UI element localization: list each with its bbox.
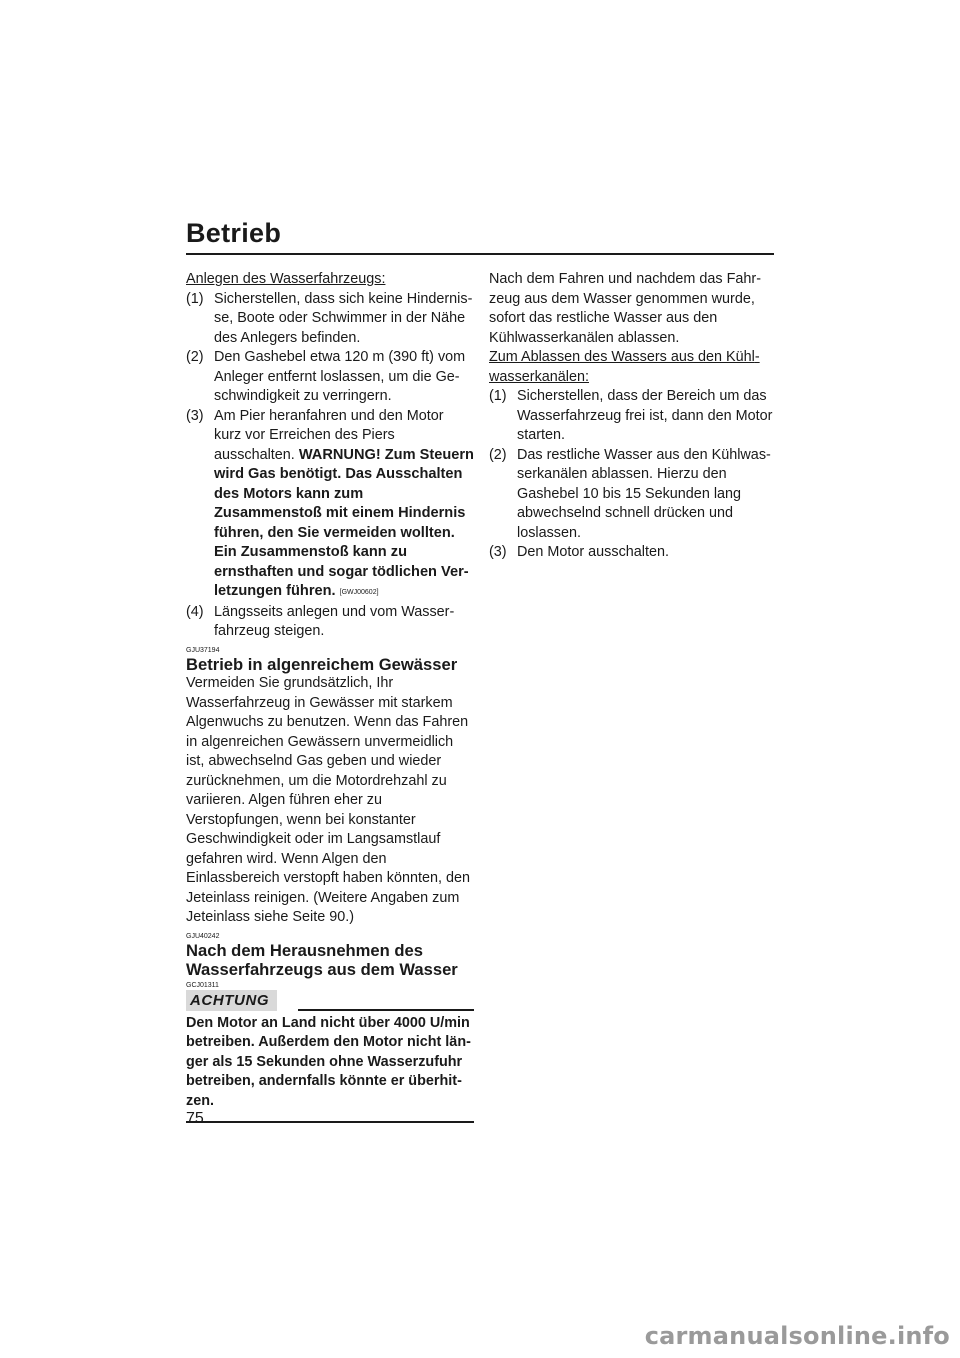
caution-header	[186, 990, 474, 1012]
title-rule	[186, 253, 774, 255]
left-column	[186, 270, 474, 1123]
step-text: Sicherstellen, dass der Bereich um das Wasserfahrzeug frei ist, dann den Motor starten.	[517, 388, 773, 443]
page-number: 75	[186, 1110, 204, 1127]
list-item	[489, 543, 777, 563]
step-number: (4)	[186, 603, 204, 620]
warning-text: WARNUNG! Zum Steuern wird Gas benötigt. Das Ausschalten des Motors kann zum Zusammenstoß mit einem Hindernis führen, den Sie vermeiden wollten. Ein Zusammenstoß kann zu ernsthaften und sogar tödlichen Verletzungen führen.	[214, 446, 474, 599]
section-heading-after-removal: Nach dem Herausnehmen des Wasserfahrzeugs aus dem Wasser	[186, 940, 458, 979]
step-text: Am Pier heranfahren und den Motor kurz vor Erreichen des Piers ausschalten.	[214, 407, 444, 463]
caution-text: Den Motor an Land nicht über 4000 U/min betreiben. Außerdem den Motor nicht länger als 15 Sekunden ohne Wasserzufuhr betreiben, andernfalls könnte er überhitzen.	[186, 1014, 474, 1124]
section-code: GJU40242	[186, 932, 220, 940]
watermark: carmanualsonline.info	[644, 1322, 950, 1350]
step-text: Das restliche Wasser aus den Kühlwasserkanälen ablassen. Hierzu den Gashebel 10 bis 15 Sekunden lang abwechselnd schnell drücken und loslassen.	[517, 446, 771, 541]
caution-code: GCJ01311	[186, 981, 219, 989]
step-text: Sicherstellen, dass sich keine Hindernisse, Boote oder Schwimmer in der Nähe des Anlegers befinden.	[214, 290, 473, 346]
section-heading-algae: Betrieb in algenreichem Gewässer	[186, 654, 458, 674]
step-number: (3)	[186, 407, 204, 424]
subheading-drain: Zum Ablassen des Wassers aus den Kühlwasserkanälen:	[489, 349, 760, 385]
step-number: (3)	[489, 544, 507, 560]
step-number: (2)	[186, 349, 204, 365]
caution-label: ACHTUNG	[186, 990, 277, 1011]
right-column	[489, 270, 777, 563]
page-title: Betrieb	[186, 218, 282, 248]
step-text: Den Gashebel etwa 120 m (390 ft) vom Anleger entfernt loslassen, um die Geschwindigkeit zu verringern.	[214, 349, 466, 404]
intro-text: Nach dem Fahren und nachdem das Fahrzeug aus dem Wasser genommen wurde, sofort das restliche Wasser aus den Kühlwasserkanälen ablassen.	[489, 271, 761, 346]
step-number: (1)	[186, 290, 204, 307]
caution-rule	[298, 1009, 474, 1011]
section-code: GJU37194	[186, 646, 220, 654]
list-item	[186, 407, 474, 603]
list-item	[489, 446, 777, 544]
warning-code: [GWJ00602]	[339, 589, 379, 596]
section-body-algae: Vermeiden Sie grundsätzlich, Ihr Wasserfahrzeug in Gewässer mit starkem Algenwuchs zu benutzen. Wenn das Fahren in algenreichen Gewässern unvermeidlich ist, abwechselnd Gas geben und wieder zurücknehmen, um die Motordrehzahl zu variieren. Algen führen eher zu Verstopfungen, wenn bei konstanter Geschwindigkeit oder im Langsamstlauf gefahren wird. Wenn Algen den Einlassbereich verstopft haben könnten, den Jeteinlass reinigen. (Weitere Angaben zum Jeteinlass siehe Seite 90.)	[186, 675, 471, 925]
list-item	[186, 290, 474, 349]
list-item	[186, 348, 474, 407]
list-item	[489, 387, 777, 446]
step-number: (1)	[489, 388, 507, 404]
step-text: Längsseits anlegen und vom Wasserfahrzeug steigen.	[214, 603, 455, 639]
step-text-block	[214, 407, 474, 603]
subheading-docking: Anlegen des Wasserfahrzeugs:	[186, 271, 386, 287]
step-text: Den Motor ausschalten.	[517, 544, 669, 560]
step-number: (2)	[489, 446, 507, 463]
list-item	[186, 603, 474, 642]
